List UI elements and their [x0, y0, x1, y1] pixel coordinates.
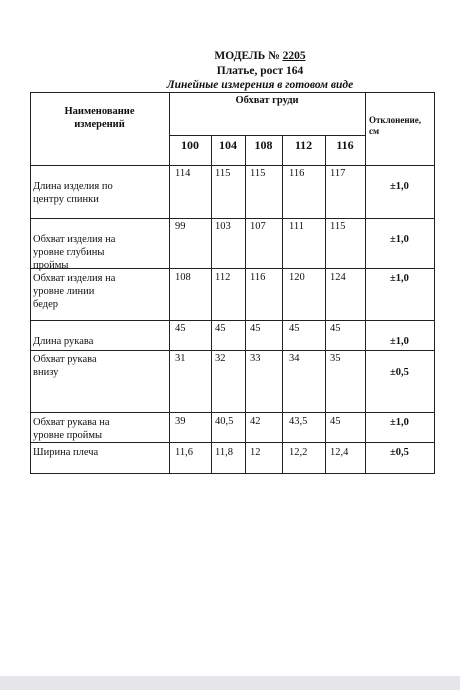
value-cell: 43,5: [289, 416, 308, 427]
col-divider: [211, 135, 212, 474]
deviation-cell: ±1,0: [390, 273, 409, 284]
table-border-left: [30, 92, 31, 474]
size-104: 104: [219, 138, 237, 152]
row-divider: [30, 268, 434, 269]
row-name-line: центру спинки: [33, 194, 99, 205]
value-cell: 116: [250, 272, 266, 283]
col-divider: [365, 92, 366, 474]
col-divider: [245, 135, 246, 474]
value-cell: 11,6: [175, 447, 193, 458]
value-cell: 114: [175, 168, 191, 179]
size-116: 116: [336, 138, 354, 152]
row-divider: [30, 165, 434, 166]
value-cell: 124: [330, 272, 346, 283]
row-name-line: Длина изделия по: [33, 181, 113, 192]
value-cell: 12,2: [289, 447, 308, 458]
table-border-right: [434, 92, 435, 474]
size-108: 108: [254, 138, 273, 152]
chest-girth-header: Обхват груди: [235, 95, 299, 106]
value-cell: 42: [250, 416, 261, 427]
row-divider: [30, 350, 434, 351]
deviation-cell: ±0,5: [390, 447, 409, 458]
deviation-cell: ±1,0: [390, 336, 409, 347]
size-100: 100: [181, 138, 199, 152]
value-cell: 45: [215, 323, 226, 334]
value-cell: 45: [250, 323, 261, 334]
value-cell: 120: [289, 272, 305, 283]
measurements-subtitle: Линейные измерения в готовом виде: [166, 79, 354, 91]
row-name-line: Обхват изделия на: [33, 234, 116, 245]
size-header-top: [169, 135, 365, 136]
size-112: 112: [294, 138, 313, 152]
row-divider: [30, 442, 434, 443]
deviation-header-line2: см: [369, 126, 380, 136]
value-cell: 107: [250, 221, 266, 232]
table-border-bottom: [30, 473, 434, 474]
value-cell: 115: [250, 168, 266, 179]
value-cell: 117: [330, 168, 346, 179]
col-divider: [282, 135, 283, 474]
value-cell: 115: [330, 221, 346, 232]
row-divider: [30, 218, 434, 219]
bottom-bar: [0, 676, 460, 690]
row-name-line: проймы: [33, 260, 69, 271]
name-column-header-line2: измерений: [74, 119, 125, 130]
value-cell: 40,5: [215, 416, 234, 427]
value-cell: 11,8: [215, 447, 233, 458]
value-cell: 45: [330, 323, 341, 334]
value-cell: 111: [289, 221, 304, 232]
value-cell: 45: [289, 323, 300, 334]
row-name-line: Обхват рукава: [33, 354, 97, 365]
row-name-line: бедер: [33, 299, 58, 310]
value-cell: 39: [175, 416, 186, 427]
value-cell: 103: [215, 221, 231, 232]
value-cell: 45: [175, 323, 186, 334]
row-name-line: Обхват рукава на: [33, 417, 110, 428]
row-divider: [30, 320, 434, 321]
value-cell: 99: [175, 221, 186, 232]
value-cell: 33: [250, 353, 261, 364]
value-cell: 12,4: [330, 447, 349, 458]
row-name-line: внизу: [33, 367, 59, 378]
value-cell: 31: [175, 353, 186, 364]
model-number: 2205: [282, 50, 306, 62]
deviation-cell: ±1,0: [390, 234, 409, 245]
value-cell: 112: [215, 272, 231, 283]
row-name-line: уровне проймы: [33, 430, 103, 441]
value-cell: 108: [175, 272, 191, 283]
value-cell: 116: [289, 168, 305, 179]
col-divider: [325, 135, 326, 474]
deviation-header-line1: Отклонение,: [369, 115, 421, 125]
value-cell: 115: [215, 168, 231, 179]
dress-subtitle: Платье, рост 164: [216, 65, 304, 77]
value-cell: 45: [330, 416, 341, 427]
deviation-cell: ±1,0: [390, 181, 409, 192]
row-name-line: уровне глубины: [33, 247, 105, 258]
row-name-line: Обхват изделия на: [33, 273, 116, 284]
value-cell: 32: [215, 353, 226, 364]
row-name-line: Ширина плеча: [33, 447, 99, 458]
value-cell: 35: [330, 353, 341, 364]
value-cell: 12: [250, 447, 261, 458]
model-label: МОДЕЛЬ №: [214, 50, 280, 62]
deviation-cell: ±0,5: [390, 367, 409, 378]
row-divider: [30, 412, 434, 413]
deviation-cell: ±1,0: [390, 417, 409, 428]
name-column-header-line1: Наименование: [64, 106, 135, 117]
row-name-line: Длина рукава: [33, 336, 94, 347]
row-name-line: уровне линии: [33, 286, 95, 297]
value-cell: 34: [289, 353, 300, 364]
table-border-top: [30, 92, 434, 93]
